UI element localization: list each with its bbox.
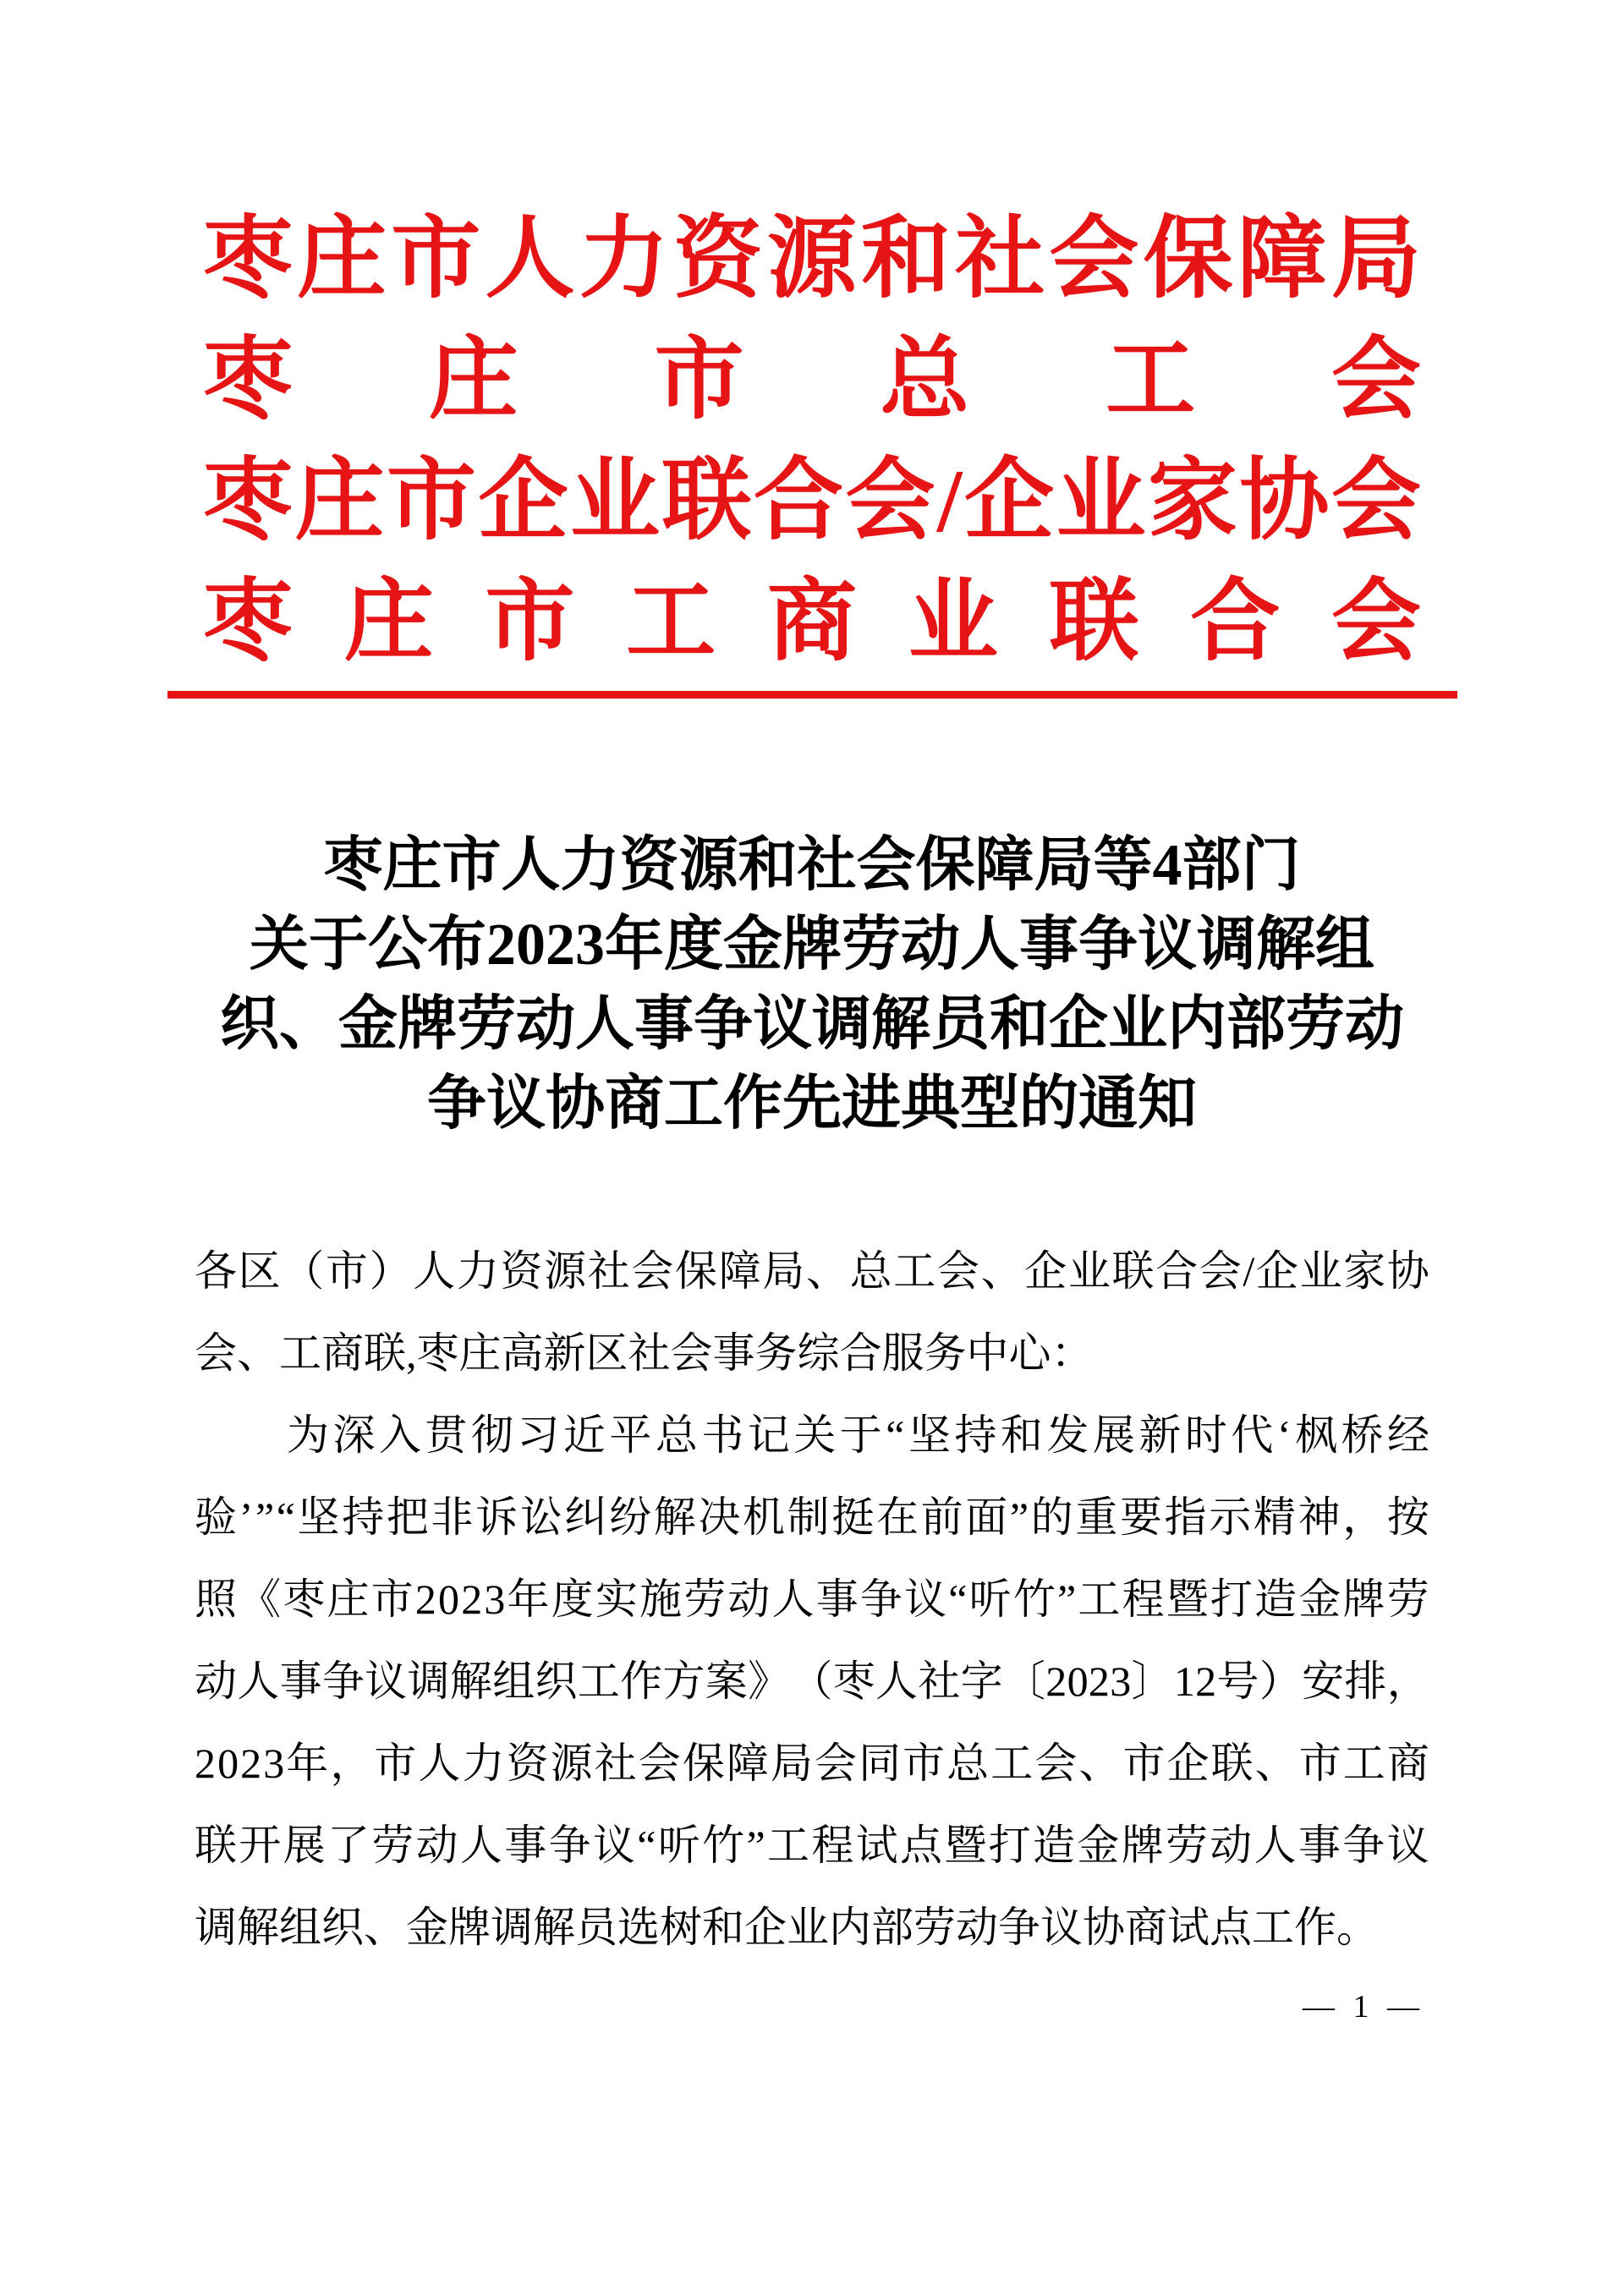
body-line-9: 调解组织、金牌调解员选树和企业内部劳动争议协商试点工作。	[195, 1904, 1379, 1951]
body-line-6: 动 人 事 争 议 调 解 组 织 工 作 方 案 》 （ 枣 人 社 字 〔 2 0 2 3 〕 1 2 号 ） 安 排 ，	[195, 1658, 1429, 1705]
body-line-8: 联 开 展 了 劳 动 人 事 争 议 “ 听 竹 ” 工 程 试 点 暨 打 造 金 牌 劳 动 人 事 争 议	[195, 1822, 1429, 1869]
letterhead	[203, 199, 1421, 682]
org-name-line-1: 枣 庄 市 人 力 资 源 和 社 会 保 障 局	[203, 210, 1421, 309]
red-divider-line	[167, 691, 1457, 699]
page-number: — 1 —	[1303, 1989, 1424, 2025]
org-name-line-2: 枣 庄 市 总 工 会	[203, 331, 1421, 430]
body-line-3: 为 深 入 贯 彻 习 近 平 总 书 记 关 于 “ 坚 持 和 发 展 新 时 代 ‘ 枫 桥 经	[286, 1411, 1429, 1459]
body-line-5: 照 《 枣 庄 市 2 0 2 3 年 度 实 施 劳 动 人 事 争 议 “ 听 竹 ” 工 程 暨 打 造 金 牌 劳	[195, 1575, 1429, 1623]
document-title	[0, 826, 1624, 1144]
org-name-line-3: 枣 庄 市 企 业 联 合 会 / 企 业 家 协 会	[203, 452, 1421, 551]
title-line-4: 争议协商工作先进典型的通知	[427, 1071, 1197, 1137]
title-line-1: 枣庄市人力资源和社会保障局等4部门	[323, 833, 1301, 898]
body-line-4: 验 ’ ” “ 坚 持 把 非 诉 讼 纠 纷 解 决 机 制 挺 在 前 面 ” 的 重 要 指 示 精 神 ， 按	[195, 1493, 1429, 1541]
org-name-line-4: 枣 庄 市 工 商 业 联 合 会	[203, 573, 1421, 671]
title-line-2: 关于公布2023年度金牌劳动人事争议调解组	[250, 912, 1374, 978]
title-line-3: 织、金牌劳动人事争议调解员和企业内部劳动	[220, 992, 1404, 1057]
body-line-salutation-2: 会、工商联,枣庄高新区社会事务综合服务中心：	[195, 1329, 1094, 1377]
document-body	[195, 1230, 1429, 1969]
body-line-salutation-1: 各 区 （ 市 ） 人 力 资 源 社 会 保 障 局 、 总 工 会 、 企 业 联 合 会 / 企 业 家 协	[195, 1247, 1429, 1295]
body-line-7: 2 0 2 3 年 ， 市 人 力 资 源 社 会 保 障 局 会 同 市 总 工 会 、 市 企 联 、 市 工 商	[195, 1740, 1429, 1787]
